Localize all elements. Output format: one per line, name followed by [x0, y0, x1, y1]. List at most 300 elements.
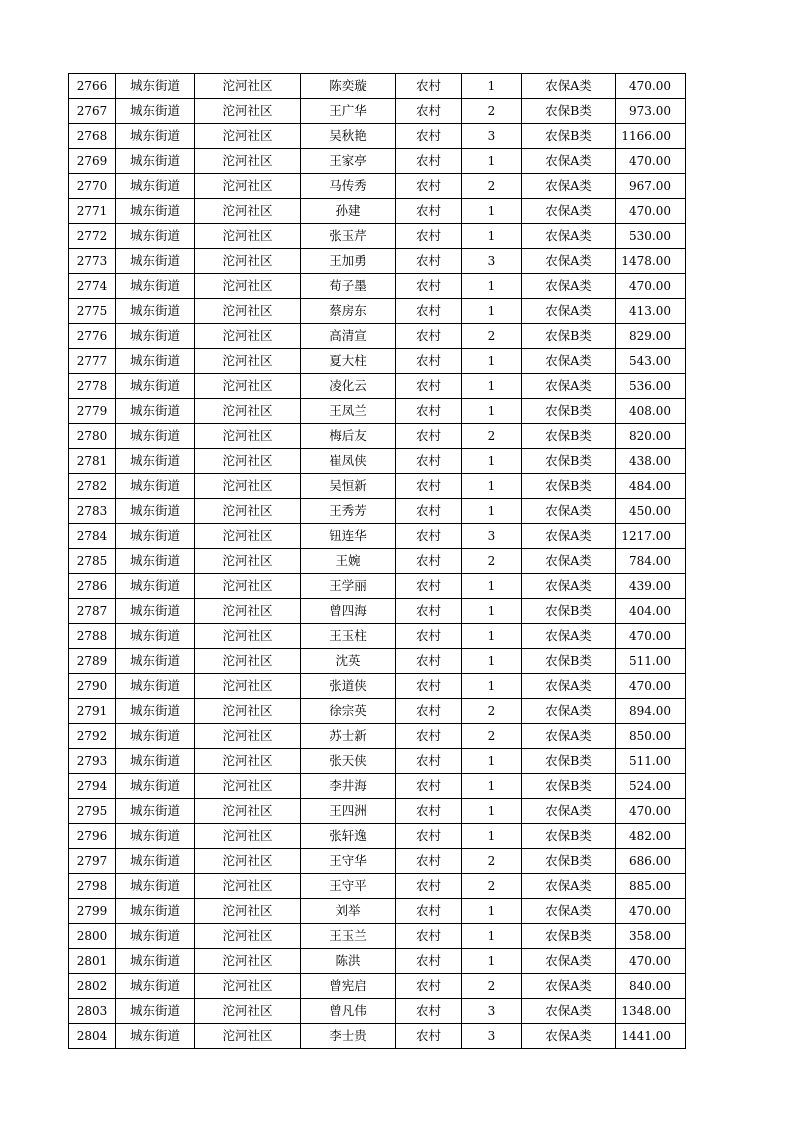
household-size-cell: 1: [462, 499, 522, 524]
community-cell: 沱河社区: [195, 374, 301, 399]
name-cell: 张轩逸: [301, 824, 396, 849]
insurance-category-cell: 农保A类: [522, 899, 616, 924]
amount-cell: 470.00: [616, 149, 686, 174]
table-row: [69, 449, 686, 474]
name-cell: 曾四海: [301, 599, 396, 624]
table-row: [69, 499, 686, 524]
insurance-category-cell: 农保B类: [522, 749, 616, 774]
serial-number-cell: 2779: [69, 399, 116, 424]
insurance-category-cell: 农保A类: [522, 149, 616, 174]
household-size-cell: 1: [462, 349, 522, 374]
table-row: [69, 249, 686, 274]
household-size-cell: 1: [462, 899, 522, 924]
household-size-cell: 1: [462, 924, 522, 949]
table-row: [69, 74, 686, 99]
subdistrict-cell: 城东街道: [116, 499, 195, 524]
insurance-category-cell: 农保A类: [522, 874, 616, 899]
table-row: [69, 749, 686, 774]
insurance-category-cell: 农保A类: [522, 624, 616, 649]
name-cell: 王婉: [301, 549, 396, 574]
table-row: [69, 174, 686, 199]
serial-number-cell: 2778: [69, 374, 116, 399]
household-type-cell: 农村: [396, 324, 462, 349]
table-row: [69, 649, 686, 674]
insurance-category-cell: 农保A类: [522, 549, 616, 574]
serial-number-cell: 2799: [69, 899, 116, 924]
insurance-category-cell: 农保B类: [522, 424, 616, 449]
household-size-cell: 2: [462, 974, 522, 999]
table-row: [69, 399, 686, 424]
community-cell: 沱河社区: [195, 524, 301, 549]
name-cell: 崔凤侠: [301, 449, 396, 474]
insurance-category-cell: 农保A类: [522, 999, 616, 1024]
subdistrict-cell: 城东街道: [116, 724, 195, 749]
amount-cell: 530.00: [616, 224, 686, 249]
insurance-category-cell: 农保A类: [522, 174, 616, 199]
household-size-cell: 1: [462, 649, 522, 674]
household-type-cell: 农村: [396, 224, 462, 249]
household-type-cell: 农村: [396, 699, 462, 724]
community-cell: 沱河社区: [195, 249, 301, 274]
household-size-cell: 2: [462, 99, 522, 124]
amount-cell: 470.00: [616, 274, 686, 299]
amount-cell: 470.00: [616, 799, 686, 824]
serial-number-cell: 2792: [69, 724, 116, 749]
household-type-cell: 农村: [396, 949, 462, 974]
table-row: [69, 274, 686, 299]
serial-number-cell: 2793: [69, 749, 116, 774]
table-row: [69, 674, 686, 699]
community-cell: 沱河社区: [195, 699, 301, 724]
serial-number-cell: 2769: [69, 149, 116, 174]
household-type-cell: 农村: [396, 874, 462, 899]
table-row: [69, 349, 686, 374]
household-size-cell: 2: [462, 549, 522, 574]
amount-cell: 850.00: [616, 724, 686, 749]
household-type-cell: 农村: [396, 349, 462, 374]
subdistrict-cell: 城东街道: [116, 124, 195, 149]
household-size-cell: 1: [462, 749, 522, 774]
serial-number-cell: 2789: [69, 649, 116, 674]
amount-cell: 840.00: [616, 974, 686, 999]
amount-cell: 511.00: [616, 749, 686, 774]
community-cell: 沱河社区: [195, 599, 301, 624]
household-size-cell: 1: [462, 399, 522, 424]
community-cell: 沱河社区: [195, 224, 301, 249]
amount-cell: 470.00: [616, 899, 686, 924]
insurance-category-cell: 农保B类: [522, 99, 616, 124]
insurance-category-cell: 农保A类: [522, 724, 616, 749]
household-size-cell: 2: [462, 849, 522, 874]
community-cell: 沱河社区: [195, 349, 301, 374]
insurance-category-cell: 农保B类: [522, 399, 616, 424]
subdistrict-cell: 城东街道: [116, 574, 195, 599]
serial-number-cell: 2767: [69, 99, 116, 124]
table-row: [69, 374, 686, 399]
amount-cell: 1441.00: [616, 1024, 686, 1049]
serial-number-cell: 2776: [69, 324, 116, 349]
table-row: [69, 299, 686, 324]
community-cell: 沱河社区: [195, 624, 301, 649]
insurance-category-cell: 农保A类: [522, 299, 616, 324]
records-table: [68, 73, 686, 1049]
serial-number-cell: 2788: [69, 624, 116, 649]
amount-cell: 894.00: [616, 699, 686, 724]
name-cell: 陈奕璇: [301, 74, 396, 99]
name-cell: 李井海: [301, 774, 396, 799]
subdistrict-cell: 城东街道: [116, 99, 195, 124]
insurance-category-cell: 农保A类: [522, 524, 616, 549]
subdistrict-cell: 城东街道: [116, 174, 195, 199]
household-type-cell: 农村: [396, 899, 462, 924]
amount-cell: 973.00: [616, 99, 686, 124]
name-cell: 王加勇: [301, 249, 396, 274]
serial-number-cell: 2795: [69, 799, 116, 824]
community-cell: 沱河社区: [195, 874, 301, 899]
household-type-cell: 农村: [396, 174, 462, 199]
insurance-category-cell: 农保B类: [522, 324, 616, 349]
serial-number-cell: 2790: [69, 674, 116, 699]
subdistrict-cell: 城东街道: [116, 799, 195, 824]
table-row: [69, 949, 686, 974]
community-cell: 沱河社区: [195, 299, 301, 324]
amount-cell: 470.00: [616, 199, 686, 224]
name-cell: 陈洪: [301, 949, 396, 974]
community-cell: 沱河社区: [195, 74, 301, 99]
household-size-cell: 1: [462, 224, 522, 249]
household-size-cell: 2: [462, 424, 522, 449]
serial-number-cell: 2787: [69, 599, 116, 624]
serial-number-cell: 2785: [69, 549, 116, 574]
subdistrict-cell: 城东街道: [116, 549, 195, 574]
amount-cell: 438.00: [616, 449, 686, 474]
serial-number-cell: 2783: [69, 499, 116, 524]
name-cell: 沈英: [301, 649, 396, 674]
serial-number-cell: 2798: [69, 874, 116, 899]
name-cell: 王守华: [301, 849, 396, 874]
household-size-cell: 1: [462, 624, 522, 649]
subdistrict-cell: 城东街道: [116, 849, 195, 874]
name-cell: 吴秋艳: [301, 124, 396, 149]
household-type-cell: 农村: [396, 374, 462, 399]
household-size-cell: 1: [462, 149, 522, 174]
table-row: [69, 699, 686, 724]
community-cell: 沱河社区: [195, 199, 301, 224]
table-row: [69, 324, 686, 349]
serial-number-cell: 2771: [69, 199, 116, 224]
name-cell: 张玉芹: [301, 224, 396, 249]
amount-cell: 484.00: [616, 474, 686, 499]
household-type-cell: 农村: [396, 849, 462, 874]
subdistrict-cell: 城东街道: [116, 1024, 195, 1049]
name-cell: 曾凡伟: [301, 999, 396, 1024]
subdistrict-cell: 城东街道: [116, 449, 195, 474]
community-cell: 沱河社区: [195, 949, 301, 974]
serial-number-cell: 2800: [69, 924, 116, 949]
table-row: [69, 124, 686, 149]
insurance-category-cell: 农保B类: [522, 649, 616, 674]
serial-number-cell: 2773: [69, 249, 116, 274]
serial-number-cell: 2770: [69, 174, 116, 199]
household-size-cell: 1: [462, 799, 522, 824]
amount-cell: 784.00: [616, 549, 686, 574]
insurance-category-cell: 农保B类: [522, 474, 616, 499]
table-row: [69, 474, 686, 499]
community-cell: 沱河社区: [195, 99, 301, 124]
table-row: [69, 774, 686, 799]
name-cell: 王四洲: [301, 799, 396, 824]
community-cell: 沱河社区: [195, 574, 301, 599]
insurance-category-cell: 农保B类: [522, 824, 616, 849]
name-cell: 王玉柱: [301, 624, 396, 649]
name-cell: 王秀芳: [301, 499, 396, 524]
subdistrict-cell: 城东街道: [116, 874, 195, 899]
community-cell: 沱河社区: [195, 474, 301, 499]
subdistrict-cell: 城东街道: [116, 74, 195, 99]
amount-cell: 829.00: [616, 324, 686, 349]
subdistrict-cell: 城东街道: [116, 424, 195, 449]
household-type-cell: 农村: [396, 474, 462, 499]
community-cell: 沱河社区: [195, 424, 301, 449]
amount-cell: 511.00: [616, 649, 686, 674]
community-cell: 沱河社区: [195, 899, 301, 924]
name-cell: 苏士新: [301, 724, 396, 749]
household-type-cell: 农村: [396, 449, 462, 474]
amount-cell: 358.00: [616, 924, 686, 949]
household-size-cell: 3: [462, 124, 522, 149]
household-size-cell: 3: [462, 524, 522, 549]
household-size-cell: 1: [462, 199, 522, 224]
name-cell: 蔡房东: [301, 299, 396, 324]
insurance-category-cell: 农保A类: [522, 1024, 616, 1049]
amount-cell: 686.00: [616, 849, 686, 874]
subdistrict-cell: 城东街道: [116, 999, 195, 1024]
household-type-cell: 农村: [396, 399, 462, 424]
community-cell: 沱河社区: [195, 774, 301, 799]
serial-number-cell: 2777: [69, 349, 116, 374]
serial-number-cell: 2794: [69, 774, 116, 799]
subdistrict-cell: 城东街道: [116, 224, 195, 249]
table-row: [69, 1024, 686, 1049]
insurance-category-cell: 农保A类: [522, 74, 616, 99]
community-cell: 沱河社区: [195, 549, 301, 574]
table-row: [69, 199, 686, 224]
name-cell: 王广华: [301, 99, 396, 124]
table-row: [69, 149, 686, 174]
insurance-category-cell: 农保B类: [522, 774, 616, 799]
insurance-category-cell: 农保A类: [522, 224, 616, 249]
serial-number-cell: 2766: [69, 74, 116, 99]
table-row: [69, 524, 686, 549]
household-type-cell: 农村: [396, 424, 462, 449]
serial-number-cell: 2801: [69, 949, 116, 974]
community-cell: 沱河社区: [195, 999, 301, 1024]
community-cell: 沱河社区: [195, 924, 301, 949]
records-table-body: [69, 74, 686, 1049]
subdistrict-cell: 城东街道: [116, 824, 195, 849]
name-cell: 凌化云: [301, 374, 396, 399]
name-cell: 梅后友: [301, 424, 396, 449]
amount-cell: 470.00: [616, 949, 686, 974]
household-type-cell: 农村: [396, 299, 462, 324]
serial-number-cell: 2782: [69, 474, 116, 499]
community-cell: 沱河社区: [195, 274, 301, 299]
household-type-cell: 农村: [396, 99, 462, 124]
serial-number-cell: 2796: [69, 824, 116, 849]
household-type-cell: 农村: [396, 1024, 462, 1049]
subdistrict-cell: 城东街道: [116, 699, 195, 724]
table-row: [69, 574, 686, 599]
household-type-cell: 农村: [396, 974, 462, 999]
insurance-category-cell: 农保A类: [522, 974, 616, 999]
subdistrict-cell: 城东街道: [116, 324, 195, 349]
household-size-cell: 2: [462, 174, 522, 199]
insurance-category-cell: 农保A类: [522, 949, 616, 974]
serial-number-cell: 2774: [69, 274, 116, 299]
amount-cell: 1217.00: [616, 524, 686, 549]
household-size-cell: 1: [462, 274, 522, 299]
household-type-cell: 农村: [396, 74, 462, 99]
community-cell: 沱河社区: [195, 324, 301, 349]
household-size-cell: 2: [462, 324, 522, 349]
name-cell: 高清宣: [301, 324, 396, 349]
household-type-cell: 农村: [396, 649, 462, 674]
amount-cell: 470.00: [616, 74, 686, 99]
community-cell: 沱河社区: [195, 174, 301, 199]
insurance-category-cell: 农保A类: [522, 699, 616, 724]
amount-cell: 1478.00: [616, 249, 686, 274]
household-type-cell: 农村: [396, 274, 462, 299]
amount-cell: 543.00: [616, 349, 686, 374]
amount-cell: 404.00: [616, 599, 686, 624]
community-cell: 沱河社区: [195, 799, 301, 824]
table-row: [69, 224, 686, 249]
household-size-cell: 1: [462, 449, 522, 474]
name-cell: 孙建: [301, 199, 396, 224]
insurance-category-cell: 农保A类: [522, 249, 616, 274]
subdistrict-cell: 城东街道: [116, 774, 195, 799]
table-row: [69, 799, 686, 824]
household-size-cell: 3: [462, 249, 522, 274]
household-size-cell: 1: [462, 374, 522, 399]
amount-cell: 413.00: [616, 299, 686, 324]
community-cell: 沱河社区: [195, 149, 301, 174]
household-type-cell: 农村: [396, 149, 462, 174]
amount-cell: 536.00: [616, 374, 686, 399]
serial-number-cell: 2803: [69, 999, 116, 1024]
table-row: [69, 549, 686, 574]
subdistrict-cell: 城东街道: [116, 924, 195, 949]
table-row: [69, 999, 686, 1024]
subdistrict-cell: 城东街道: [116, 749, 195, 774]
name-cell: 钮连华: [301, 524, 396, 549]
household-size-cell: 3: [462, 999, 522, 1024]
household-type-cell: 农村: [396, 549, 462, 574]
community-cell: 沱河社区: [195, 124, 301, 149]
community-cell: 沱河社区: [195, 849, 301, 874]
name-cell: 王家亭: [301, 149, 396, 174]
insurance-category-cell: 农保A类: [522, 674, 616, 699]
serial-number-cell: 2791: [69, 699, 116, 724]
subdistrict-cell: 城东街道: [116, 374, 195, 399]
subdistrict-cell: 城东街道: [116, 524, 195, 549]
community-cell: 沱河社区: [195, 399, 301, 424]
insurance-category-cell: 农保B类: [522, 599, 616, 624]
serial-number-cell: 2780: [69, 424, 116, 449]
amount-cell: 820.00: [616, 424, 686, 449]
amount-cell: 967.00: [616, 174, 686, 199]
subdistrict-cell: 城东街道: [116, 649, 195, 674]
household-size-cell: 1: [462, 574, 522, 599]
name-cell: 王学丽: [301, 574, 396, 599]
household-type-cell: 农村: [396, 574, 462, 599]
amount-cell: 1348.00: [616, 999, 686, 1024]
name-cell: 刘举: [301, 899, 396, 924]
name-cell: 曾宪启: [301, 974, 396, 999]
household-size-cell: 1: [462, 774, 522, 799]
community-cell: 沱河社区: [195, 1024, 301, 1049]
serial-number-cell: 2804: [69, 1024, 116, 1049]
household-type-cell: 农村: [396, 249, 462, 274]
household-type-cell: 农村: [396, 199, 462, 224]
serial-number-cell: 2802: [69, 974, 116, 999]
community-cell: 沱河社区: [195, 449, 301, 474]
subdistrict-cell: 城东街道: [116, 624, 195, 649]
household-type-cell: 农村: [396, 674, 462, 699]
subdistrict-cell: 城东街道: [116, 674, 195, 699]
household-type-cell: 农村: [396, 524, 462, 549]
amount-cell: 439.00: [616, 574, 686, 599]
serial-number-cell: 2768: [69, 124, 116, 149]
subdistrict-cell: 城东街道: [116, 199, 195, 224]
table-row: [69, 974, 686, 999]
name-cell: 荀子墨: [301, 274, 396, 299]
subdistrict-cell: 城东街道: [116, 399, 195, 424]
insurance-category-cell: 农保B类: [522, 849, 616, 874]
household-size-cell: 1: [462, 299, 522, 324]
household-type-cell: 农村: [396, 999, 462, 1024]
community-cell: 沱河社区: [195, 974, 301, 999]
amount-cell: 1166.00: [616, 124, 686, 149]
table-row: [69, 849, 686, 874]
subdistrict-cell: 城东街道: [116, 899, 195, 924]
name-cell: 徐宗英: [301, 699, 396, 724]
subdistrict-cell: 城东街道: [116, 349, 195, 374]
community-cell: 沱河社区: [195, 499, 301, 524]
table-row: [69, 624, 686, 649]
insurance-category-cell: 农保A类: [522, 499, 616, 524]
insurance-category-cell: 农保B类: [522, 924, 616, 949]
name-cell: 吴恒新: [301, 474, 396, 499]
household-type-cell: 农村: [396, 599, 462, 624]
amount-cell: 885.00: [616, 874, 686, 899]
table-row: [69, 924, 686, 949]
table-row: [69, 99, 686, 124]
amount-cell: 470.00: [616, 624, 686, 649]
household-size-cell: 1: [462, 824, 522, 849]
table-row: [69, 899, 686, 924]
serial-number-cell: 2784: [69, 524, 116, 549]
community-cell: 沱河社区: [195, 724, 301, 749]
household-type-cell: 农村: [396, 774, 462, 799]
household-type-cell: 农村: [396, 724, 462, 749]
household-size-cell: 1: [462, 674, 522, 699]
household-size-cell: 2: [462, 874, 522, 899]
community-cell: 沱河社区: [195, 649, 301, 674]
serial-number-cell: 2772: [69, 224, 116, 249]
subdistrict-cell: 城东街道: [116, 299, 195, 324]
household-type-cell: 农村: [396, 124, 462, 149]
